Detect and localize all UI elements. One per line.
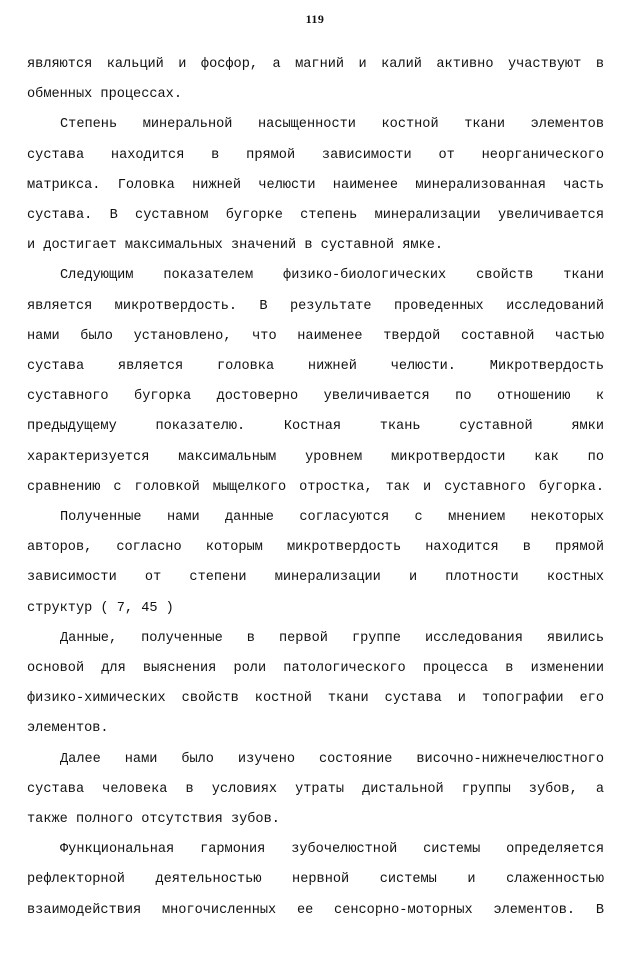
text-line: Следующим показателем физико-биологических свойств ткани [60, 268, 604, 284]
text-line: сравнению с головкой мыщелкого отростка, так и суставного бугорка. [27, 479, 604, 495]
text-line: также полного отсутствия зубов. [27, 812, 280, 827]
text-line: является микротвердость. В результате проведенных исследований [27, 298, 604, 314]
text-line: Полученные нами данные согласуются с мнением некоторых [60, 510, 604, 525]
page-number: 119 [305, 12, 325, 26]
text-line: суставного бугорка достоверно увеличивается по отношению к [27, 389, 604, 405]
text-line: предыдущему показателю. Костная ткань суставной ямки [27, 419, 604, 435]
text-line: сустава является головка нижней челюсти. Микротвердость [27, 359, 604, 374]
text-line: взаимодействия многочисленных ее сенсорно-моторных элементов. В [27, 902, 604, 918]
text-line: Степень минеральной насыщенности костной ткани элементов [60, 117, 604, 133]
text-line: являются кальций и фосфор, а магний и калий активно участвуют в [27, 57, 604, 72]
text-line: авторов, согласно которым микротвердость находится в прямой [27, 540, 604, 556]
text-line: элементов. [27, 721, 109, 737]
text-line: Данные, полученные в первой группе исследования явились [60, 630, 604, 646]
text-line: рефлекторной деятельностью нервной системы и слаженностью [27, 872, 604, 888]
text-line: и достигает максимальных значений в суставной ямке. [27, 238, 444, 254]
text-line: обменных процессах. [27, 87, 182, 103]
text-line: сустава. В суставном бугорке степень минерализации увеличивается [27, 208, 604, 223]
text-line: зависимости от степени минерализации и плотности костных [27, 570, 604, 586]
text-line: структур ( 7, 45 ) [27, 600, 174, 616]
text-line: Далее нами было изучено состояние височно-нижнечелюстного [60, 751, 604, 767]
text-line: сустава человека в условиях утраты дистальной группы зубов, а [27, 781, 604, 797]
text-line: матрикса. Головка нижней челюсти наименее минерализованная часть [27, 177, 604, 193]
text-line: характеризуется максимальным уровнем микротвердости как по [27, 449, 604, 465]
text-line: основой для выяснения роли патологического процесса в изменении [27, 661, 604, 676]
text-line: сустава находится в прямой зависимости от неорганического [27, 147, 604, 163]
text-line: нами было установлено, что наименее твердой составной частью [27, 328, 604, 344]
text-line: Функциональная гармония зубочелюстной системы определяется [60, 842, 604, 858]
text-line: физико-химических свойств костной ткани сустава и топографии его [27, 691, 604, 707]
